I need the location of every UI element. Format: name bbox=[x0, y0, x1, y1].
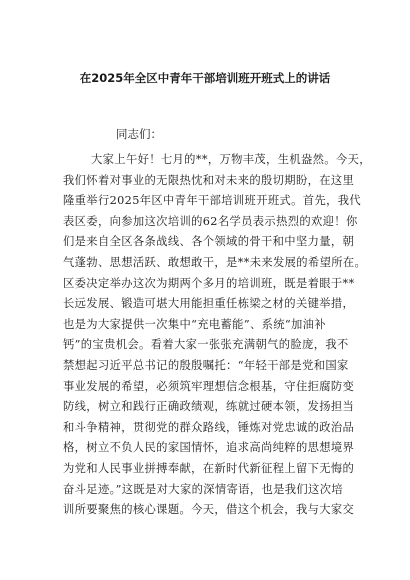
text-line: 隆重举行2025年区中青年干部培训班开班式。首先，我代 bbox=[63, 194, 362, 208]
text-line: 气蓬勃、思想活跃、敢想敢干，是**未来发展的希望所在。 bbox=[63, 255, 367, 269]
text-line: 大家上午好！七月的**，万物丰茂，生机盎然。今天， bbox=[91, 153, 371, 166]
text-line: 为党和人民事业拼搏奉献，在新时代新征程上留下无悔的 bbox=[63, 461, 355, 475]
text-line: 表区委，向参加这次培训的62名学员表示热烈的欢迎！你 bbox=[63, 214, 358, 228]
text-line: 我们怀着对事业的无限热忱和对未来的殷切期盼，在这里 bbox=[63, 173, 355, 187]
body-text bbox=[63, 150, 371, 521]
text-line: 奋斗足迹。”这既是对大家的深情寄语，也是我们这次培 bbox=[63, 482, 344, 496]
salutation: 同志们： bbox=[116, 127, 162, 141]
text-line: 也是为大家提供一次集中“充电蓄能”、系统“加油补 bbox=[63, 317, 326, 331]
text-line: 和斗争精神，贯彻党的群众路线，锤炼对党忠诚的政治品 bbox=[63, 420, 355, 434]
text-line: 事业发展的希望，必须筑牢理想信念根基，守住拒腐防变 bbox=[63, 379, 355, 393]
text-line: 区委决定举办这次为期两个多月的培训班，既是着眼于** bbox=[63, 276, 355, 290]
text-line: 训所要聚焦的核心课题。今天，借这个机会，我与大家交 bbox=[63, 503, 355, 517]
document-title: 在2025年全区中青年干部培训班开班式上的讲话 bbox=[79, 71, 331, 85]
text-line: 钙”的宝贵机会。看着大家一张张充满朝气的脸庞，我不 bbox=[63, 338, 349, 352]
text-line: 防线，树立和践行正确政绩观，练就过硬本领，发扬担当 bbox=[63, 400, 355, 414]
text-line: 长远发展、锻造可堪大用能担重任栋梁之材的关键举措， bbox=[63, 297, 355, 311]
text-line: 格，树立不负人民的家国情怀，追求高尚纯粹的思想境界 bbox=[63, 441, 355, 455]
text-line: 们是来自全区各条战线、各个领域的骨干和中坚力量，朝 bbox=[63, 235, 355, 249]
text-line: 禁想起习近平总书记的殷殷嘱托：“年轻干部是党和国家 bbox=[63, 358, 349, 372]
